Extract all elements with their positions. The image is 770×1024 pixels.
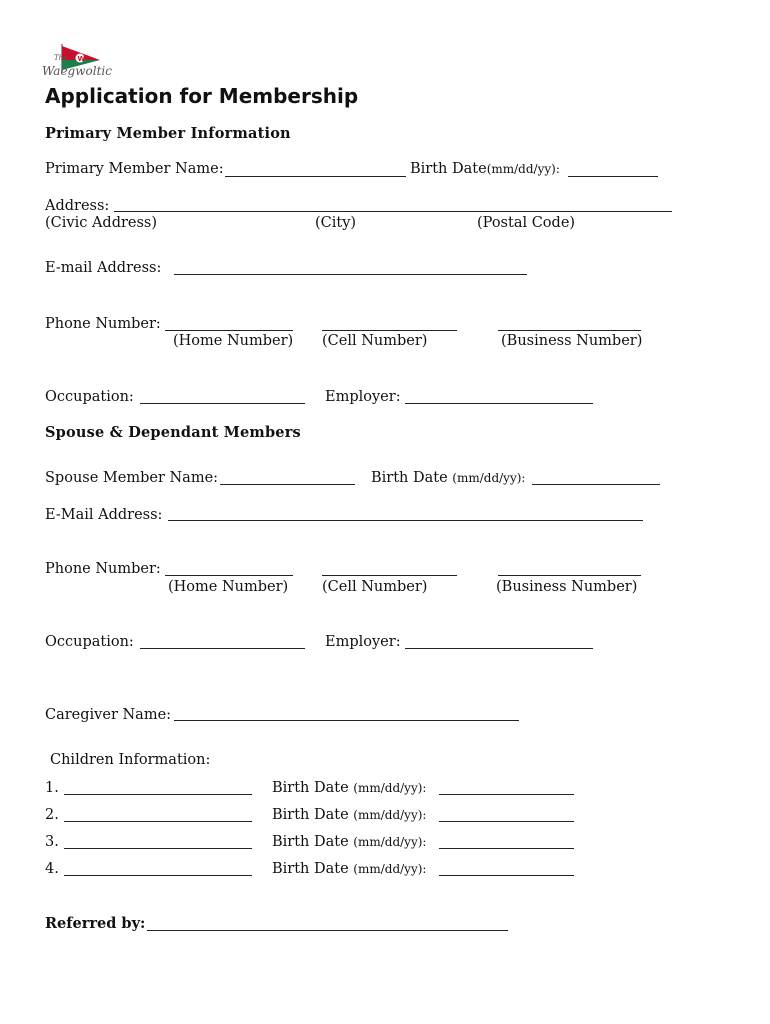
child-name-field[interactable] (64, 794, 252, 795)
primary-employer-field[interactable] (405, 403, 593, 404)
child-number: 4. (45, 861, 59, 877)
primary-business-caption: (Business Number) (501, 333, 643, 349)
child-number: 2. (45, 807, 59, 823)
spouse-email-label: E-Mail Address: (45, 507, 163, 523)
primary-name-label: Primary Member Name: (45, 161, 224, 177)
referred-by-field[interactable] (147, 930, 508, 931)
spouse-birth-label: Birth Date (mm/dd/yy): (371, 470, 526, 486)
spouse-occupation-field[interactable] (140, 648, 305, 649)
primary-occupation-field[interactable] (140, 403, 305, 404)
address-label: Address: (45, 198, 110, 214)
spouse-name-field[interactable] (220, 484, 355, 485)
spouse-business-caption: (Business Number) (496, 579, 638, 595)
primary-birth-label: Birth Date(mm/dd/yy): (410, 161, 560, 177)
child-birth-label: Birth Date (mm/dd/yy): (272, 807, 427, 823)
primary-occupation-label: Occupation: (45, 389, 134, 405)
spouse-employer-field[interactable] (405, 648, 593, 649)
primary-employer-label: Employer: (325, 389, 401, 405)
child-number: 1. (45, 780, 59, 796)
spouse-cell-caption: (Cell Number) (322, 579, 428, 595)
child-name-field[interactable] (64, 875, 252, 876)
spouse-heading: Spouse & Dependant Members (45, 424, 301, 441)
logo-text: Waegwoltic (42, 64, 112, 78)
caregiver-field[interactable] (174, 720, 519, 721)
logo-prefix: The (54, 54, 68, 62)
child-name-field[interactable] (64, 821, 252, 822)
caregiver-label: Caregiver Name: (45, 707, 172, 723)
child-birth-field[interactable] (439, 821, 574, 822)
child-number: 3. (45, 834, 59, 850)
club-logo (40, 42, 112, 82)
address-field[interactable] (114, 211, 672, 212)
primary-name-field[interactable] (225, 176, 406, 177)
primary-email-label: E-mail Address: (45, 260, 162, 276)
primary-home-caption: (Home Number) (173, 333, 294, 349)
primary-phone-label: Phone Number: (45, 316, 161, 332)
spouse-employer-label: Employer: (325, 634, 401, 650)
spouse-name-label: Spouse Member Name: (45, 470, 219, 486)
spouse-email-field[interactable] (168, 520, 643, 521)
page-title: Application for Membership (45, 84, 359, 108)
primary-birth-field[interactable] (568, 176, 658, 177)
child-birth-field[interactable] (439, 848, 574, 849)
civic-address-caption: (Civic Address) (45, 215, 158, 231)
primary-heading: Primary Member Information (45, 125, 291, 142)
spouse-birth-field[interactable] (532, 484, 660, 485)
child-birth-field[interactable] (439, 875, 574, 876)
spouse-home-phone-field[interactable] (165, 575, 293, 576)
primary-cell-caption: (Cell Number) (322, 333, 428, 349)
referred-by-label: Referred by: (45, 915, 146, 932)
child-birth-field[interactable] (439, 794, 574, 795)
primary-home-phone-field[interactable] (165, 330, 293, 331)
child-birth-label: Birth Date (mm/dd/yy): (272, 861, 427, 877)
spouse-cell-phone-field[interactable] (322, 575, 457, 576)
child-name-field[interactable] (64, 848, 252, 849)
primary-business-phone-field[interactable] (498, 330, 641, 331)
spouse-home-caption: (Home Number) (168, 579, 289, 595)
child-birth-label: Birth Date (mm/dd/yy): (272, 780, 427, 796)
child-birth-label: Birth Date (mm/dd/yy): (272, 834, 427, 850)
spouse-occupation-label: Occupation: (45, 634, 134, 650)
children-heading: Children Information: (50, 752, 211, 768)
spouse-phone-label: Phone Number: (45, 561, 161, 577)
postal-code-caption: (Postal Code) (477, 215, 576, 231)
primary-email-field[interactable] (174, 274, 527, 275)
spouse-business-phone-field[interactable] (498, 575, 641, 576)
svg-text:W: W (77, 55, 86, 63)
city-caption: (City) (315, 215, 357, 231)
primary-cell-phone-field[interactable] (322, 330, 457, 331)
